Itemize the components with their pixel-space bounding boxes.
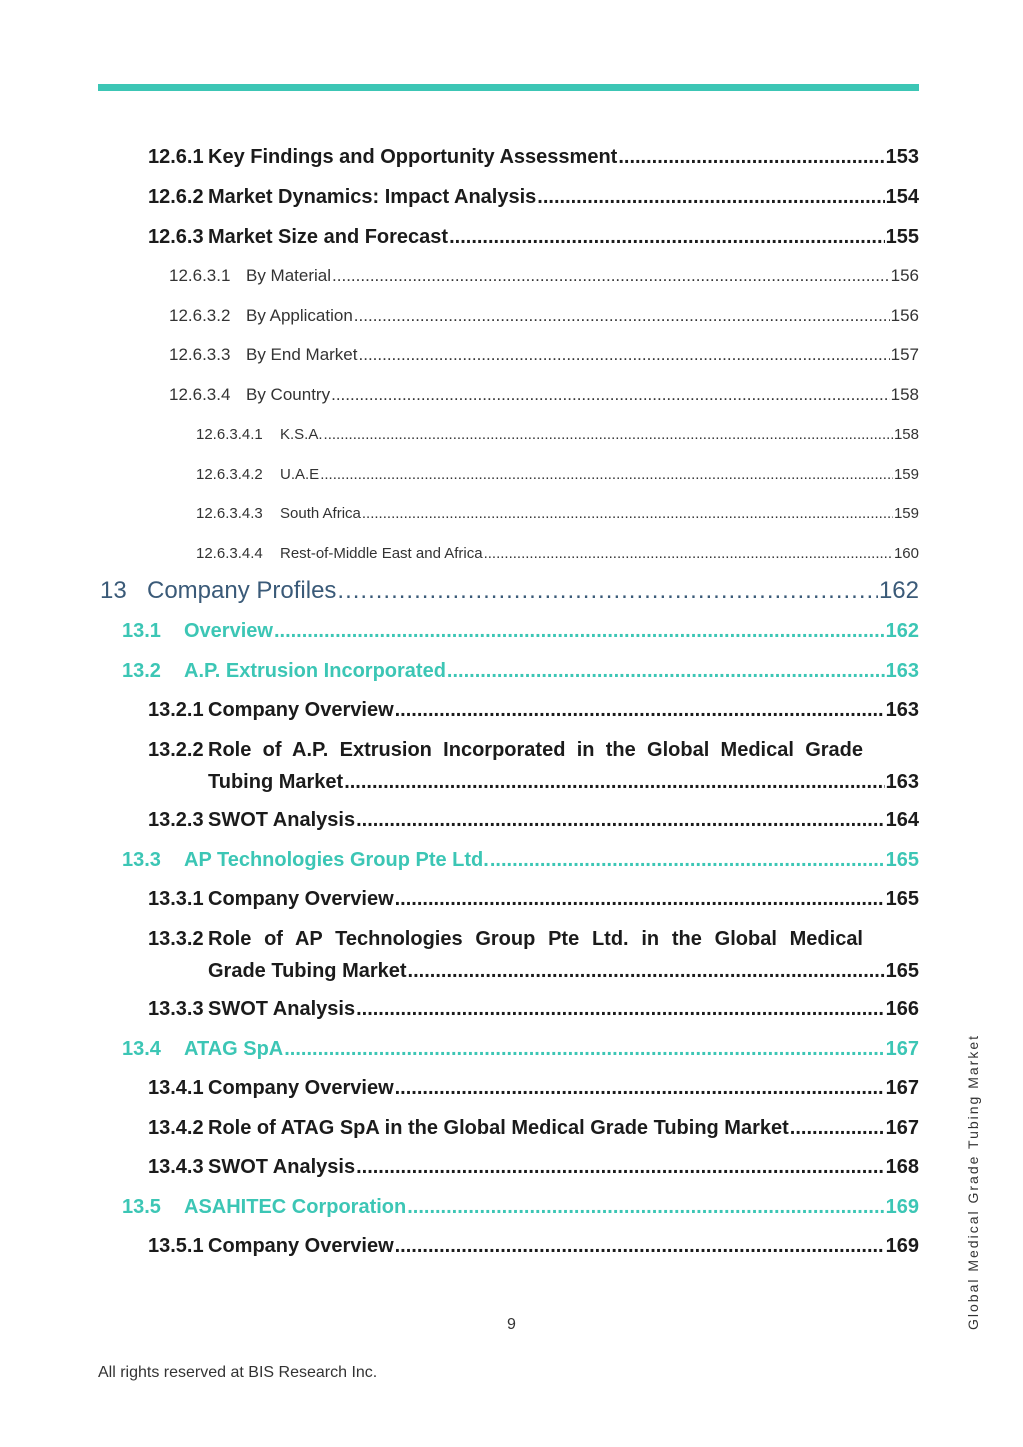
toc-leader-dots — [484, 545, 893, 562]
footer-copyright: All rights reserved at BIS Research Inc. — [98, 1364, 378, 1381]
toc-number: 13.4 — [122, 1038, 161, 1060]
toc-leader-dots — [331, 385, 890, 405]
toc-title: Company Overview — [208, 888, 394, 910]
toc-leader-dots — [284, 1038, 884, 1061]
toc-entry-12-6-2[interactable] — [148, 186, 919, 209]
toc-page: 158 — [890, 385, 919, 404]
toc-page: 165 — [885, 888, 919, 910]
toc-number: 13 — [100, 577, 127, 604]
toc-entry-12-6-3-4-4[interactable] — [196, 545, 919, 562]
toc-title: AP Technologies Group Pte Ltd. — [184, 849, 489, 871]
toc-leader-dots — [337, 577, 878, 605]
toc-page: 167 — [885, 1117, 919, 1139]
toc-title: Overview — [184, 620, 273, 642]
toc-leader-dots — [395, 1235, 885, 1258]
toc-number: 12.6.3.4 — [169, 385, 231, 404]
toc-number: 12.6.3.4.1 — [196, 426, 263, 443]
toc-title: By Application — [246, 306, 353, 325]
toc-number: 12.6.2 — [148, 186, 204, 208]
toc-section-13-3[interactable] — [122, 849, 919, 872]
toc-title: Role of AP Technologies Group Pte Ltd. in the Global Medical — [208, 928, 863, 950]
toc-page: 163 — [885, 771, 919, 793]
side-report-title: Global Medical Grade Tubing Market — [965, 1034, 981, 1330]
toc-entry-13-2-2[interactable] — [148, 739, 919, 794]
toc-leader-dots — [332, 266, 890, 286]
toc-leader-dots — [395, 1077, 885, 1100]
toc-number: 13.5.1 — [148, 1235, 204, 1257]
toc-page: 154 — [885, 186, 919, 208]
toc-number: 13.3.1 — [148, 888, 204, 910]
toc-leader-dots — [362, 505, 893, 522]
toc-leader-dots — [395, 699, 885, 722]
toc-number: 12.6.3.4.2 — [196, 466, 263, 483]
toc-title: South Africa — [280, 505, 361, 522]
toc-number: 13.3.3 — [148, 998, 204, 1020]
toc-leader-dots — [274, 620, 885, 643]
toc-page: 169 — [885, 1196, 919, 1218]
toc-page: 159 — [893, 466, 919, 483]
toc-number: 13.2.1 — [148, 699, 204, 721]
toc-title: Key Findings and Opportunity Assessment — [208, 146, 618, 168]
toc-section-13-1[interactable] — [122, 620, 919, 643]
toc-entry-12-6-3-1[interactable] — [169, 266, 919, 286]
toc-number: 12.6.3.3 — [169, 345, 231, 364]
toc-page: 162 — [878, 577, 919, 604]
header-accent-bar — [98, 84, 919, 91]
toc-number: 12.6.3.2 — [169, 306, 231, 325]
toc-page: 153 — [885, 146, 919, 168]
toc-title: Company Profiles — [147, 577, 337, 604]
toc-page: 159 — [893, 505, 919, 522]
toc-leader-dots — [324, 426, 893, 443]
toc-title: By End Market — [246, 345, 358, 364]
toc-leader-dots — [356, 809, 885, 832]
toc-number: 13.2.2 — [148, 739, 204, 761]
toc-title: Role of ATAG SpA in the Global Medical Grade Tubing Market — [208, 1117, 789, 1139]
toc-number: 13.3.2 — [148, 928, 204, 950]
toc-title: SWOT Analysis — [208, 998, 356, 1020]
toc-title: Market Size and Forecast — [208, 226, 449, 248]
toc-leader-dots — [407, 1196, 884, 1219]
toc-title: K.S.A. — [280, 426, 323, 443]
page-number: 9 — [507, 1316, 516, 1333]
toc-entry-13-5-1[interactable] — [148, 1235, 919, 1258]
toc-entry-13-4-2[interactable] — [148, 1117, 919, 1140]
toc-entry-13-2-1[interactable] — [148, 699, 919, 722]
toc-leader-dots — [618, 146, 884, 169]
toc-entry-13-3-2[interactable] — [148, 928, 919, 983]
toc-page: 167 — [885, 1038, 919, 1060]
toc-entry-12-6-1[interactable] — [148, 146, 919, 169]
toc-section-13-2[interactable] — [122, 660, 919, 683]
toc-leader-dots — [537, 186, 884, 209]
toc-title: By Material — [246, 266, 332, 285]
toc-number: 13.3 — [122, 849, 161, 871]
toc-leader-dots — [344, 771, 884, 794]
toc-page: 160 — [893, 545, 919, 562]
toc-leader-dots — [408, 960, 885, 983]
toc-page: 157 — [890, 345, 919, 364]
toc-entry-12-6-3-4[interactable] — [169, 385, 919, 405]
toc-page: 168 — [885, 1156, 919, 1178]
toc-section-13-5[interactable] — [122, 1196, 919, 1219]
toc-title: Company Overview — [208, 1235, 394, 1257]
toc-number: 13.4.2 — [148, 1117, 204, 1139]
toc-page: 164 — [885, 809, 919, 831]
toc-leader-dots — [790, 1117, 885, 1140]
toc-leader-dots — [395, 888, 885, 911]
toc-number: 13.2.3 — [148, 809, 204, 831]
toc-title: Market Dynamics: Impact Analysis — [208, 186, 537, 208]
toc-entry-13-3-1[interactable] — [148, 888, 919, 911]
toc-leader-dots — [356, 1156, 885, 1179]
toc-entry-12-6-3-4-3[interactable] — [196, 505, 919, 522]
toc-page: 156 — [890, 306, 919, 325]
toc-title-continued: Tubing Market — [208, 771, 344, 793]
toc-page: 165 — [885, 960, 919, 982]
toc-page: 166 — [885, 998, 919, 1020]
toc-title: ASAHITEC Corporation — [184, 1196, 407, 1218]
toc-page: 163 — [885, 660, 919, 682]
toc-number: 12.6.3 — [148, 226, 204, 248]
toc-leader-dots — [356, 998, 885, 1021]
toc-number: 13.2 — [122, 660, 161, 682]
toc-page: 165 — [885, 849, 919, 871]
toc-number: 13.5 — [122, 1196, 161, 1218]
toc-title: By Country — [246, 385, 331, 404]
toc-number: 12.6.3.1 — [169, 266, 231, 285]
toc-page: 162 — [885, 620, 919, 642]
toc-title: Company Overview — [208, 1077, 394, 1099]
toc-entry-12-6-3-2[interactable] — [169, 306, 919, 326]
toc-title: SWOT Analysis — [208, 1156, 356, 1178]
toc-number: 12.6.3.4.4 — [196, 545, 263, 562]
toc-entry-12-6-3-4-1[interactable] — [196, 426, 919, 443]
toc-page: 169 — [885, 1235, 919, 1257]
toc-leader-dots — [320, 466, 893, 483]
toc-title: ATAG SpA — [184, 1038, 284, 1060]
toc-entry-13-4-3[interactable] — [148, 1156, 919, 1179]
toc-title: SWOT Analysis — [208, 809, 356, 831]
toc-entry-12-6-3[interactable] — [148, 226, 919, 249]
toc-leader-dots — [354, 306, 890, 326]
toc-entry-12-6-3-3[interactable] — [169, 345, 919, 365]
toc-page: 155 — [885, 226, 919, 248]
toc-entry-13-4-1[interactable] — [148, 1077, 919, 1100]
toc-title: U.A.E — [280, 466, 320, 483]
toc-entry-13-2-3[interactable] — [148, 809, 919, 832]
toc-leader-dots — [449, 226, 885, 249]
toc-leader-dots — [359, 345, 890, 365]
toc-leader-dots — [447, 660, 885, 683]
toc-leader-dots — [490, 849, 885, 872]
toc-number: 13.4.1 — [148, 1077, 204, 1099]
toc-entry-12-6-3-4-2[interactable] — [196, 466, 919, 483]
toc-title: A.P. Extrusion Incorporated — [184, 660, 446, 682]
toc-title-continued: Grade Tubing Market — [208, 960, 407, 982]
toc-number: 13.4.3 — [148, 1156, 204, 1178]
toc-number: 12.6.3.4.3 — [196, 505, 263, 522]
toc-number: 12.6.1 — [148, 146, 204, 168]
toc-title: Rest-of-Middle East and Africa — [280, 545, 483, 562]
toc-entry-13-3-3[interactable] — [148, 998, 919, 1021]
toc-page: 163 — [885, 699, 919, 721]
toc-page: 167 — [885, 1077, 919, 1099]
toc-title: Company Overview — [208, 699, 394, 721]
toc-page: 156 — [890, 266, 919, 285]
toc-chapter-13[interactable] — [100, 577, 919, 605]
toc-title: Role of A.P. Extrusion Incorporated in the Global Medical Grade — [208, 739, 863, 761]
toc-page: 158 — [893, 426, 919, 443]
toc-number: 13.1 — [122, 620, 161, 642]
toc-section-13-4[interactable] — [122, 1038, 919, 1061]
